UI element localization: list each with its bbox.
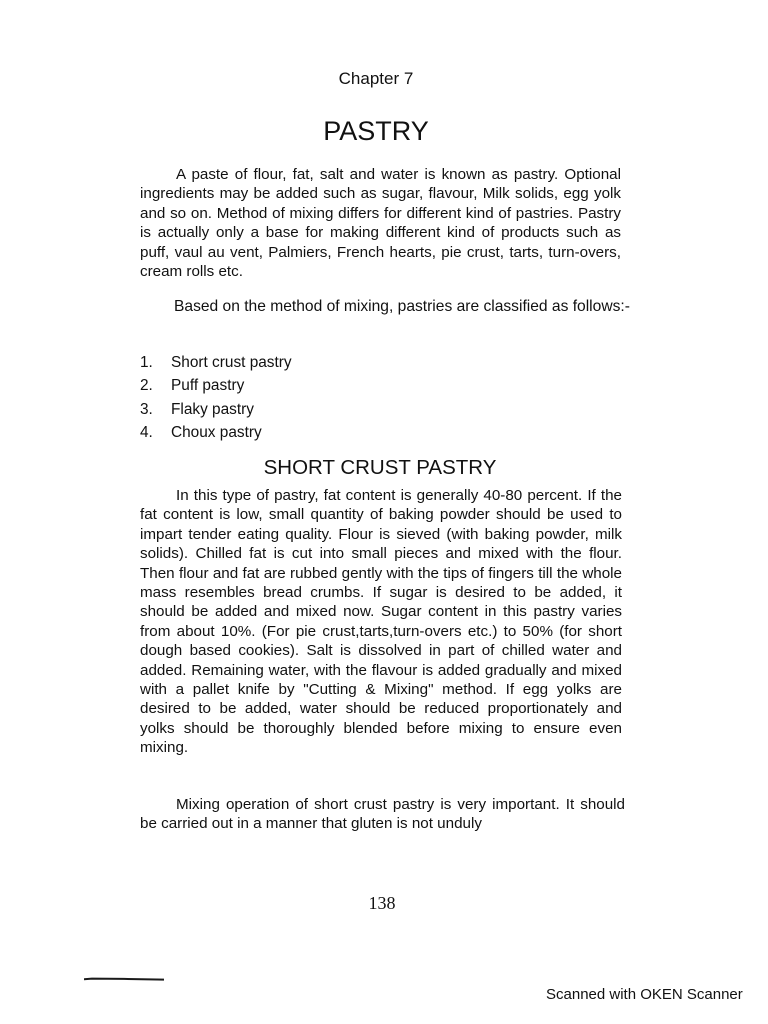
list-item (140, 351, 440, 374)
list-item-label: Puff pastry (171, 377, 245, 395)
list-item-label: Choux pastry (171, 423, 262, 441)
section-heading: SHORT CRUST PASTRY (263, 456, 497, 479)
list-item-number: 4. (140, 423, 153, 441)
list-item (140, 398, 440, 421)
list-item (140, 421, 440, 444)
list-item-label: Short crust pastry (171, 354, 292, 371)
pastry-types-list (140, 351, 440, 444)
page-number: 138 (368, 893, 396, 913)
list-item-number: 3. (140, 400, 153, 418)
page-title: PASTRY (323, 116, 429, 146)
intro-paragraph: A paste of flour, fat, salt and water is known as pastry. Optional ingredients may be added such as sugar, flavour, Milk solids, egg yolk and so on. Method of mixing differs for different kind of pastries. Pastry is actually only a base for making different kind of products such as puff, vaul au vent, Palmiers, French hearts, pie crust, tarts, turn-overs, cream rolls etc. (140, 166, 621, 281)
list-item-label: Flaky pastry (171, 400, 254, 418)
mixing-paragraph: Mixing operation of short crust pastry is very important. It should be carried out in a manner that gluten is not unduly (140, 796, 625, 833)
short-crust-paragraph: In this type of pastry, fat content is generally 40-80 percent. If the fat content is low, small quantity of baking powder should be used to impart tender eating quality. Flour is sieved (with baking powder, milk solids). Chilled fat is cut into small pieces and mixed with the flour. Then flour and fat are rubbed gently with the tips of fingers till the whole mass resembles bread crumbs. If sugar is desired to be added, it should be added and mixed now. Sugar content in this pastry varies from about 10%. (For pie crust,tarts,turn-overs etc.) to 50% (for short dough based cookies). Salt is dissolved in part of chilled water and added. Remaining water, with the flavour is added gradually and mixed with a pallet knife by "Cutting & Mixing" method. If egg yolks are desired to be added, water should be reduced proportionately and yolks should be thoroughly blended before mixing to ensure even mixing. (140, 487, 622, 757)
list-item-number: 1. (140, 354, 153, 371)
scanner-watermark: Scanned with OKEN Scanner (546, 986, 743, 1003)
list-item-number: 2. (140, 377, 153, 395)
classification-paragraph: Based on the method of mixing, pastries are classified as follows:- (174, 298, 630, 315)
chapter-label: Chapter 7 (338, 69, 414, 88)
list-item (140, 374, 440, 397)
scan-mark (84, 977, 164, 981)
